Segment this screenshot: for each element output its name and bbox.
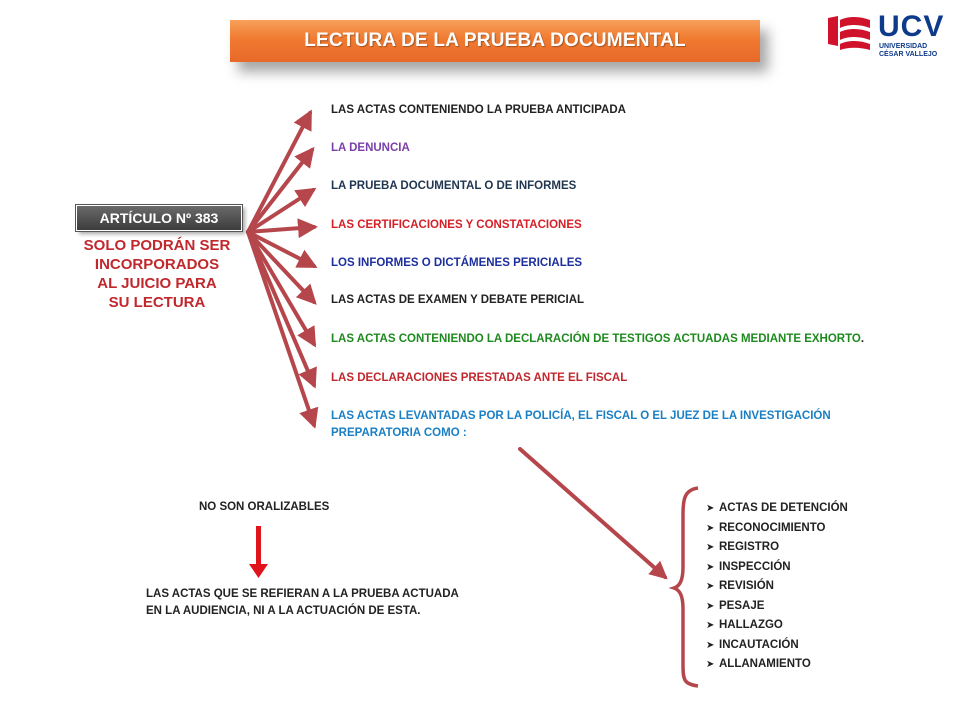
item-8-text: LAS DECLARACIONES PRESTADAS ANTE EL FISCAL (331, 372, 628, 384)
list-item (706, 538, 848, 558)
down-arrow (249, 526, 268, 578)
list-item-label: INSPECCIÓN (719, 560, 791, 573)
list-item-label: REGISTRO (719, 541, 780, 553)
item-9 (331, 408, 831, 442)
list-item (706, 616, 848, 636)
list-item (706, 519, 848, 539)
item-4-text: LAS CERTIFICACIONES Y CONSTATACIONES (331, 219, 582, 231)
arrow-bullet-icon: ➤ (706, 639, 715, 651)
item-7-suffix: . (860, 333, 865, 345)
item-3-text: LA PRUEBA DOCUMENTAL O DE INFORMES (331, 180, 577, 192)
title-banner (230, 20, 760, 62)
actas-text (146, 586, 459, 620)
item-7 (331, 331, 864, 348)
arrow-bullet-icon: ➤ (706, 600, 715, 612)
item-5-text: LOS INFORMES O DICTÁMENES PERICIALES (331, 257, 583, 269)
list-item-label: RECONOCIMIENTO (719, 521, 826, 534)
intro-text (72, 236, 242, 312)
item-1 (331, 102, 626, 119)
ucv-emblem-icon (826, 14, 874, 54)
actas-line-1: LAS ACTAS QUE SE REFIERAN A LA PRUEBA ACTUADA (146, 588, 459, 600)
list-item-label: HALLAZGO (719, 619, 783, 631)
ucv-logo (826, 10, 946, 58)
arrow-bullet-icon: ➤ (706, 581, 715, 592)
arrow-bullet-icon: ➤ (706, 659, 715, 670)
item-5 (331, 255, 582, 272)
list-item (706, 655, 848, 675)
list-item-label: REVISIÓN (719, 580, 774, 592)
no-oralizables-label: NO SON ORALIZABLES (199, 501, 330, 513)
list-item (706, 636, 848, 656)
logo-line1: UNIVERSIDAD (879, 43, 928, 50)
arrow-item-2 (248, 150, 312, 232)
actas-line-2: EN LA AUDIENCIA, NI A LA ACTUACIÓN DE ESTA. (146, 605, 421, 617)
item-6-text: LAS ACTAS DE EXAMEN Y DEBATE PERICIAL (331, 294, 585, 306)
article-badge (76, 205, 242, 231)
arrow-bullet-icon: ➤ (706, 620, 715, 631)
list-item-label: ALLANAMIENTO (719, 658, 811, 670)
list-item-label: INCAUTACIÓN (719, 638, 799, 651)
item-1-text: LAS ACTAS CONTENIENDO LA PRUEBA ANTICIPADA (331, 104, 626, 116)
item-8 (331, 370, 627, 387)
list-item (706, 499, 848, 519)
intro-line-1: SOLO PODRÁN SER (83, 237, 231, 254)
actas-list (706, 499, 848, 675)
page-title: LECTURA DE LA PRUEBA DOCUMENTAL (304, 30, 686, 51)
arrow-bullet-icon: ➤ (706, 522, 715, 534)
intro-line-4: SU LECTURA (108, 294, 206, 311)
item-7-text: LAS ACTAS CONTENIENDO LA DECLARACIÓN DE TESTIGOS ACTUADAS MEDIANTE EXHORTO (331, 333, 861, 345)
item-2 (331, 140, 410, 157)
list-item (706, 577, 848, 597)
item-9-text: LAS ACTAS LEVANTADAS POR LA POLICÍA, EL FISCAL O EL JUEZ DE LA INVESTIGACIÓN (331, 410, 831, 422)
item-9-text-2: PREPARATORIA COMO : (331, 427, 467, 439)
logo-ucv-text: UCV (878, 10, 945, 43)
list-item-label: ACTAS DE DETENCIÓN (719, 502, 848, 514)
curly-bracket (674, 488, 698, 686)
arrow-bullet-icon: ➤ (706, 503, 715, 514)
intro-line-3: AL JUICIO PARA (97, 275, 217, 292)
list-item (706, 597, 848, 617)
article-label: ARTÍCULO Nº 383 (99, 210, 219, 226)
arrow-bullet-icon: ➤ (706, 542, 715, 553)
item-4 (331, 217, 582, 234)
item-6 (331, 292, 584, 309)
item-3 (331, 178, 576, 195)
logo-line2: CÉSAR VALLEJO (879, 51, 938, 58)
intro-line-2: INCORPORADOS (94, 256, 220, 273)
arrow-bullet-icon: ➤ (706, 561, 715, 573)
arrow-to-list (520, 449, 665, 577)
item-2-text: LA DENUNCIA (331, 142, 410, 154)
list-item-label: PESAJE (719, 599, 765, 612)
list-item (706, 558, 848, 578)
